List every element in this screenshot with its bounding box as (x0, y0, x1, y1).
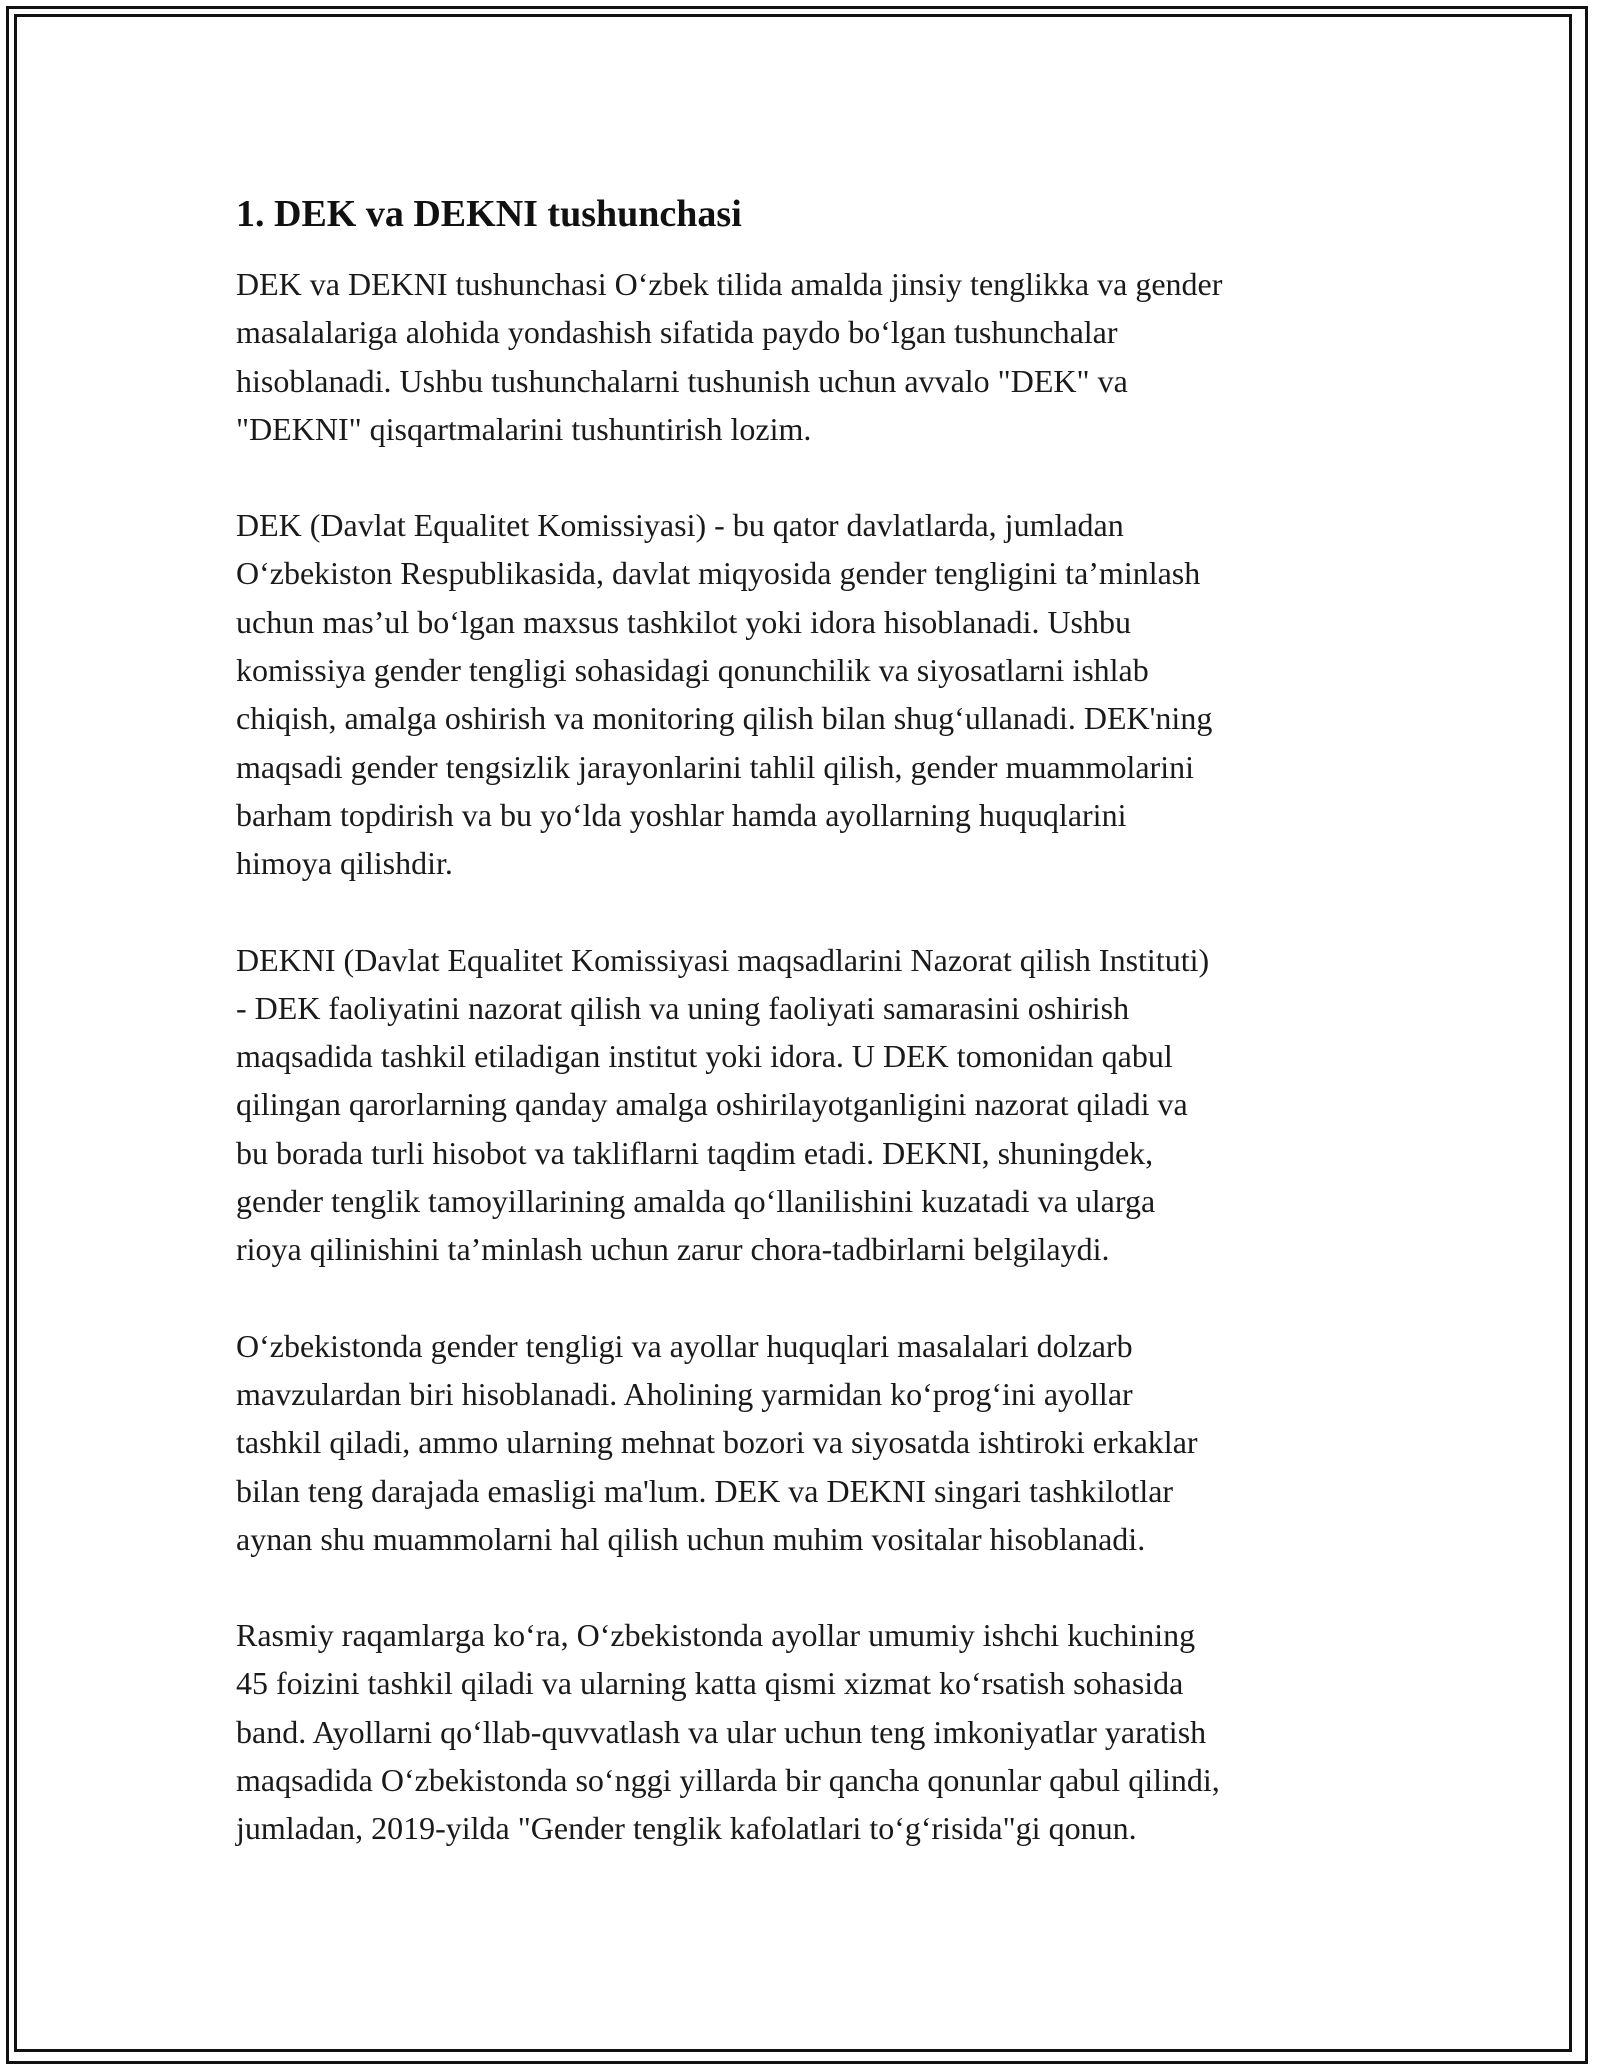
paragraph-statistics: Rasmiy raqamlarga ko‘ra, O‘zbekistonda ayollar umumiy ishchi kuchining 45 foizini tashkil qiladi va ularning katta qismi xizmat ko‘rsatish sohasida band. Ayollarni qo‘llab-quvvatlash va ular uchun teng imkoniyatlar yaratish maqsadida O‘zbekistonda so‘nggi yillarda bir qancha qonunlar qabul qilindi, jumladan, 2019-yilda "Gender tenglik kafolatlari to‘g‘risida"gi qonun. (236, 1617, 1220, 1847)
paragraph-gender-equality-context: O‘zbekistonda gender tengligi va ayollar huquqlari masalalari dolzarb mavzulardan biri hisoblanadi. Aholining yarmidan ko‘prog‘ini ayollar tashkil qiladi, ammo ularning mehnat bozori va siyosatda ishtiroki erkaklar bilan teng darajada emasligi ma'lum. DEK va DEKNI singari tashkilotlar aynan shu muammolarni hal qilish uchun muhim vositalar hisoblanadi. (236, 1327, 1198, 1557)
document-body (236, 186, 1376, 1853)
section-heading: 1. DEK va DEKNI tushunchasi (236, 193, 742, 235)
paragraph-dekni-definition: DEKNI (Davlat Equalitet Komissiyasi maqsadlarini Nazorat qilish Instituti) - DEK faoliyatini nazorat qilish va uning faoliyati samarasini oshirish maqsadida tashkil etiladigan institut yoki idora. U DEK tomonidan qabul qilingan qarorlarning qanday amalga oshirilayotganligini nazorat qiladi va bu borada turli hisobot va takliflarni taqdim etadi. DEKNI, shuningdek, gender tenglik tamoyillarining amalda qo‘llanilishini kuzatadi va ularga rioya qilinishini ta’minlash uchun zarur chora-tadbirlarni belgilaydi. (236, 941, 1210, 1268)
paragraph-dek-definition: DEK (Davlat Equalitet Komissiyasi) - bu qator davlatlarda, jumladan O‘zbekiston Respublikasida, davlat miqyosida gender tengligini ta’minlash uchun mas’ul bo‘lgan maxsus tashkilot yoki idora hisoblanadi. Ushbu komissiya gender tengligi sohasidagi qonunchilik va siyosatlarni ishlab chiqish, amalga oshirish va monitoring qilish bilan shug‘ullanadi. DEK'ning maqsadi gender tengsizlik jarayonlarini tahlil qilish, gender muammolarini barham topdirish va bu yo‘lda yoshlar hamda ayollarning huquqlarini himoya qilishdir. (236, 507, 1213, 882)
paragraph-intro: DEK va DEKNI tushunchasi O‘zbek tilida amalda jinsiy tenglikka va gender masalalariga alohida yondashish sifatida paydo bo‘lgan tushunchalar hisoblanadi. Ushbu tushunchalarni tushunish uchun avvalo "DEK" va "DEKNI" qisqartmalarini tushuntirish lozim. (236, 266, 1223, 447)
